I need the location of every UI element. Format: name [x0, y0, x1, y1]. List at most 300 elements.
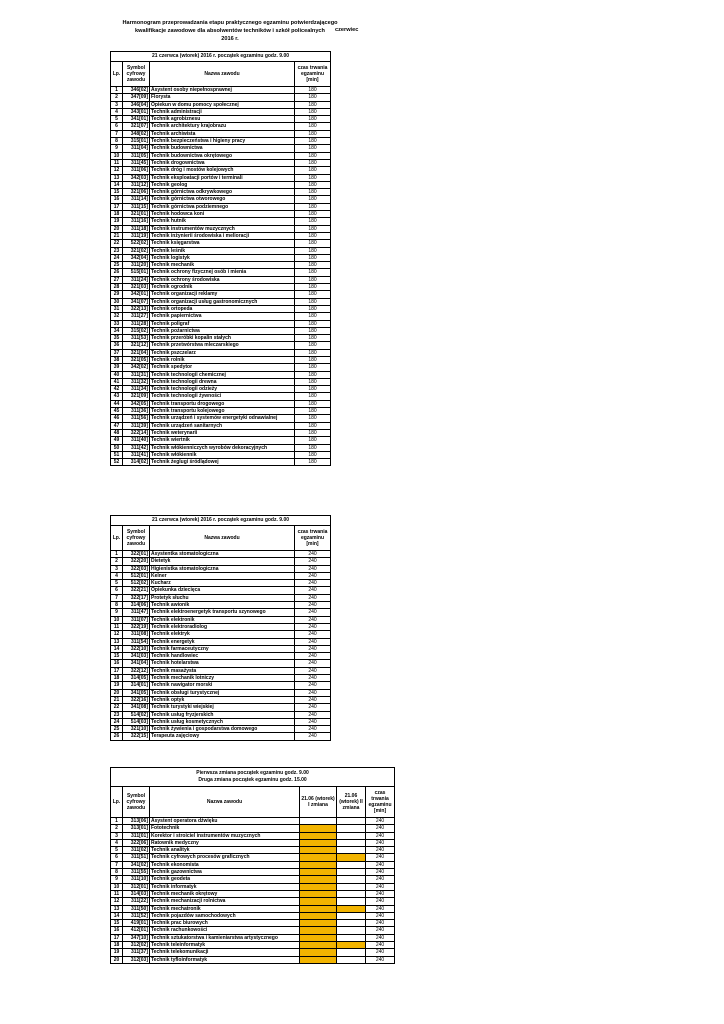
table-caption-row — [111, 516, 331, 526]
cell-name: Technik urządzeń sanitarnych — [150, 422, 295, 429]
cell-shift1-marker — [300, 869, 337, 876]
cell-lp: 15 — [111, 653, 123, 660]
table-row — [111, 276, 331, 283]
col-lp-header: Lp. — [111, 787, 123, 818]
cell-name: Technik ortopeda — [150, 305, 295, 312]
cell-shift1-marker — [300, 949, 337, 956]
table-header-row — [111, 787, 395, 818]
cell-lp: 38 — [111, 356, 123, 363]
cell-name: Technik informatyk — [150, 883, 300, 890]
table-row — [111, 594, 331, 601]
cell-symbol: 321[05] — [123, 356, 150, 363]
cell-name: Technik pojazdów samochodowych — [150, 912, 300, 919]
cell-time: 180 — [295, 101, 331, 108]
cell-time: 240 — [295, 594, 331, 601]
cell-name: Technik wiertnik — [150, 437, 295, 444]
cell-symbol: 346[02] — [123, 87, 150, 94]
cell-lp: 6 — [111, 123, 123, 130]
cell-name: Opiekun w domu pomocy społecznej — [150, 101, 295, 108]
cell-lp: 5 — [111, 847, 123, 854]
cell-lp: 12 — [111, 898, 123, 905]
cell-symbol: 311[27] — [123, 313, 150, 320]
cell-lp: 23 — [111, 247, 123, 254]
cell-time: 240 — [366, 876, 395, 883]
cell-name: Technik ochrony fizycznej osób i mienia — [150, 269, 295, 276]
cell-time: 180 — [295, 342, 331, 349]
cell-lp: 19 — [111, 949, 123, 956]
cell-lp: 1 — [111, 818, 123, 825]
cell-shift1-marker — [300, 847, 337, 854]
cell-name: Technik instrumentów muzycznych — [150, 225, 295, 232]
table-row — [111, 159, 331, 166]
cell-symbol: 311[18] — [123, 225, 150, 232]
table-row — [111, 291, 331, 298]
cell-symbol: 314[02] — [123, 459, 150, 466]
cell-lp: 15 — [111, 920, 123, 927]
cell-time: 240 — [366, 839, 395, 846]
cell-time: 240 — [295, 653, 331, 660]
cell-time: 180 — [295, 298, 331, 305]
cell-name: Technik mechanik okrętowy — [150, 890, 300, 897]
cell-lp: 4 — [111, 839, 123, 846]
schedule-table-shifts — [110, 767, 395, 964]
cell-time: 240 — [366, 912, 395, 919]
cell-name: Asystent operatora dźwięku — [150, 818, 300, 825]
cell-symbol: 311[31] — [123, 371, 150, 378]
table-caption: 21 czerwca (wtorek) 2016 r. początek egzaminu godz. 9.00 — [111, 52, 331, 62]
cell-time: 180 — [295, 371, 331, 378]
table-row — [111, 305, 331, 312]
cell-name: Technik masażysta — [150, 667, 295, 674]
cell-lp: 12 — [111, 631, 123, 638]
cell-symbol: 322[10] — [123, 645, 150, 652]
cell-time: 240 — [295, 660, 331, 667]
col-symbol-header: Symbol cyfrowy zawodu — [123, 62, 150, 87]
cell-time: 240 — [366, 920, 395, 927]
cell-time: 180 — [295, 291, 331, 298]
cell-time: 180 — [295, 313, 331, 320]
cell-lp: 13 — [111, 905, 123, 912]
cell-symbol: 321[02] — [123, 247, 150, 254]
col-time-header: czas trwania egzaminu [min] — [295, 62, 331, 87]
cell-time: 180 — [295, 335, 331, 342]
cell-name: Technik włókienniczych wyrobów dekoracyjnych — [150, 444, 295, 451]
cell-symbol: 342[01] — [123, 291, 150, 298]
cell-symbol: 341[08] — [123, 704, 150, 711]
cell-symbol: 322[21] — [123, 587, 150, 594]
cell-time: 240 — [295, 616, 331, 623]
cell-lp: 33 — [111, 320, 123, 327]
cell-time: 240 — [295, 580, 331, 587]
cell-time: 240 — [295, 704, 331, 711]
cell-lp: 7 — [111, 130, 123, 137]
cell-name: Technik żeglugi śródlądowej — [150, 459, 295, 466]
cell-lp: 21 — [111, 232, 123, 239]
cell-name: Technik gazownictwa — [150, 869, 300, 876]
table-row — [111, 572, 331, 579]
table-row — [111, 145, 331, 152]
cell-symbol: 311[39] — [123, 422, 150, 429]
cell-name: Protetyk słuchu — [150, 594, 295, 601]
table-row — [111, 558, 331, 565]
cell-lp: 11 — [111, 623, 123, 630]
cell-lp: 29 — [111, 291, 123, 298]
col-symbol-header: Symbol cyfrowy zawodu — [123, 526, 150, 551]
cell-shift2-marker — [337, 854, 366, 861]
cell-time: 180 — [295, 225, 331, 232]
table-caption — [111, 768, 395, 787]
cell-lp: 10 — [111, 883, 123, 890]
cell-lp: 3 — [111, 101, 123, 108]
table-row — [111, 696, 331, 703]
cell-lp: 11 — [111, 890, 123, 897]
table-row — [111, 905, 395, 912]
cell-time: 180 — [295, 152, 331, 159]
cell-symbol: 321[03] — [123, 284, 150, 291]
cell-time: 240 — [295, 602, 331, 609]
cell-symbol: 311[51] — [123, 854, 150, 861]
cell-lp: 47 — [111, 422, 123, 429]
cell-symbol: 342[03] — [123, 174, 150, 181]
cell-symbol: 314[03] — [123, 890, 150, 897]
cell-time: 240 — [366, 934, 395, 941]
table-row — [111, 232, 331, 239]
cell-time: 180 — [295, 167, 331, 174]
cell-lp: 6 — [111, 854, 123, 861]
cell-lp: 8 — [111, 138, 123, 145]
cell-shift2-marker — [337, 927, 366, 934]
cell-shift1-marker — [300, 905, 337, 912]
cell-name: Technik drogownictwa — [150, 159, 295, 166]
cell-name: Technik ogrodnik — [150, 284, 295, 291]
cell-shift2-marker — [337, 905, 366, 912]
cell-shift2-marker — [337, 898, 366, 905]
cell-time: 240 — [295, 645, 331, 652]
cell-time: 240 — [366, 883, 395, 890]
table-row — [111, 130, 331, 137]
cell-shift2-marker — [337, 825, 366, 832]
table-row — [111, 415, 331, 422]
cell-symbol: 321[04] — [123, 349, 150, 356]
cell-lp: 11 — [111, 159, 123, 166]
cell-name: Technik inżynierii środowiska i melioracji — [150, 232, 295, 239]
cell-lp: 17 — [111, 667, 123, 674]
cell-name: Technik mechanik — [150, 262, 295, 269]
cell-time: 180 — [295, 276, 331, 283]
cell-symbol: 322[06] — [123, 839, 150, 846]
cell-shift2-marker — [337, 832, 366, 839]
cell-lp: 31 — [111, 305, 123, 312]
cell-lp: 8 — [111, 602, 123, 609]
cell-name: Technik energetyk — [150, 638, 295, 645]
table-row — [111, 87, 331, 94]
cell-symbol: 322[01] — [123, 551, 150, 558]
cell-lp: 13 — [111, 174, 123, 181]
cell-time: 240 — [366, 949, 395, 956]
cell-time: 240 — [295, 718, 331, 725]
table-row — [111, 196, 331, 203]
cell-lp: 2 — [111, 94, 123, 101]
cell-symbol: 514[02] — [123, 711, 150, 718]
cell-lp: 20 — [111, 956, 123, 963]
cell-shift1-marker — [300, 927, 337, 934]
cell-symbol: 311[32] — [123, 378, 150, 385]
cell-time: 240 — [295, 733, 331, 740]
cell-symbol: 311[02] — [123, 847, 150, 854]
col-shift1-header: 21.06 (wtorek) I zmiana — [300, 787, 337, 818]
table-row — [111, 342, 331, 349]
cell-symbol: 311[06] — [123, 167, 150, 174]
cell-time: 240 — [295, 638, 331, 645]
cell-time: 240 — [295, 572, 331, 579]
cell-time: 240 — [295, 609, 331, 616]
cell-symbol: 341[01] — [123, 116, 150, 123]
cell-symbol: 346[04] — [123, 101, 150, 108]
cell-shift2-marker — [337, 839, 366, 846]
table-row — [111, 934, 395, 941]
cell-name: Technik górnictwa odkrywkowego — [150, 189, 295, 196]
cell-time: 240 — [295, 631, 331, 638]
cell-symbol: 311[50] — [123, 905, 150, 912]
cell-symbol: 343[01] — [123, 108, 150, 115]
cell-time: 180 — [295, 386, 331, 393]
cell-symbol: 514[03] — [123, 718, 150, 725]
cell-symbol: 348[02] — [123, 130, 150, 137]
cell-name: Technik obsługi turystycznej — [150, 689, 295, 696]
cell-lp: 10 — [111, 152, 123, 159]
table-row — [111, 631, 331, 638]
cell-symbol: 311[40] — [123, 437, 150, 444]
cell-symbol: 321[10] — [123, 726, 150, 733]
cell-lp: 52 — [111, 459, 123, 466]
cell-shift1-marker — [300, 883, 337, 890]
cell-name: Technik awionik — [150, 602, 295, 609]
cell-symbol: 321[09] — [123, 393, 150, 400]
cell-name: Technik geodeta — [150, 876, 300, 883]
cell-time: 180 — [295, 356, 331, 363]
cell-time: 180 — [295, 459, 331, 466]
table-row — [111, 653, 331, 660]
cell-name: Technik żywienia i gospodarstwa domowego — [150, 726, 295, 733]
cell-shift1-marker — [300, 854, 337, 861]
cell-time: 180 — [295, 174, 331, 181]
cell-shift1-marker — [300, 898, 337, 905]
table-row — [111, 689, 331, 696]
cell-lp: 19 — [111, 682, 123, 689]
cell-lp: 22 — [111, 240, 123, 247]
cell-symbol: 311[53] — [123, 335, 150, 342]
cell-symbol: 311[47] — [123, 609, 150, 616]
table-row — [111, 108, 331, 115]
cell-name: Technik logistyk — [150, 254, 295, 261]
cell-name: Technik ochrony środowiska — [150, 276, 295, 283]
cell-name: Technik prac biurowych — [150, 920, 300, 927]
cell-name: Technik usług fryzjerskich — [150, 711, 295, 718]
schedule-table-180 — [110, 51, 331, 466]
cell-name: Technik usług kosmetycznych — [150, 718, 295, 725]
cell-lp: 42 — [111, 386, 123, 393]
table-row — [111, 883, 395, 890]
cell-time: 240 — [295, 689, 331, 696]
table-header-row — [111, 526, 331, 551]
table-row — [111, 218, 331, 225]
cell-lp: 1 — [111, 551, 123, 558]
cell-lp: 34 — [111, 327, 123, 334]
cell-lp: 18 — [111, 675, 123, 682]
cell-symbol: 311[04] — [123, 145, 150, 152]
table-row — [111, 667, 331, 674]
cell-name: Technik włókiennik — [150, 451, 295, 458]
cell-name: Technik mechanizacji rolnictwa — [150, 898, 300, 905]
table-row — [111, 393, 331, 400]
cell-time: 180 — [295, 240, 331, 247]
cell-symbol: 311[42] — [123, 444, 150, 451]
cell-symbol: 342[04] — [123, 254, 150, 261]
cell-name: Technik nawigator morski — [150, 682, 295, 689]
cell-shift1-marker — [300, 825, 337, 832]
table-row — [111, 839, 395, 846]
cell-name: Technik technologii chemicznej — [150, 371, 295, 378]
cell-shift1-marker — [300, 934, 337, 941]
cell-lp: 20 — [111, 689, 123, 696]
caption-line-1: Pierwsza zmiana początek egzaminu godz. 9.00 — [196, 770, 309, 776]
cell-symbol: 321[06] — [123, 189, 150, 196]
table-row — [111, 254, 331, 261]
cell-symbol: 322[16] — [123, 696, 150, 703]
cell-time: 180 — [295, 145, 331, 152]
cell-time: 240 — [366, 861, 395, 868]
caption-line-2: Druga zmiana początek egzaminu godz. 15.00 — [198, 777, 307, 783]
table-row — [111, 580, 331, 587]
cell-name: Technik dróg i mostów kolejowych — [150, 167, 295, 174]
cell-lp: 6 — [111, 587, 123, 594]
cell-name: Technik elektroenergetyk transportu szynowego — [150, 609, 295, 616]
cell-lp: 26 — [111, 733, 123, 740]
cell-time: 180 — [295, 254, 331, 261]
cell-name: Kelner — [150, 572, 295, 579]
cell-time: 180 — [295, 108, 331, 115]
cell-symbol: 321[12] — [123, 342, 150, 349]
table-row — [111, 551, 331, 558]
cell-symbol: 347[09] — [123, 94, 150, 101]
cell-symbol: 512[02] — [123, 580, 150, 587]
cell-lp: 16 — [111, 660, 123, 667]
table-header-row — [111, 62, 331, 87]
cell-symbol: 347[10] — [123, 934, 150, 941]
cell-symbol: 314[01] — [123, 682, 150, 689]
table-body — [111, 551, 331, 741]
col-time-header: czas trwania egzaminu [min] — [295, 526, 331, 551]
cell-shift1-marker — [300, 861, 337, 868]
cell-name: Technik hodowca koni — [150, 211, 295, 218]
cell-time: 240 — [366, 825, 395, 832]
table-row — [111, 623, 331, 630]
cell-name: Technik optyk — [150, 696, 295, 703]
cell-time: 180 — [295, 87, 331, 94]
table-row — [111, 733, 331, 740]
cell-lp: 46 — [111, 415, 123, 422]
table-row — [111, 660, 331, 667]
table-row — [111, 682, 331, 689]
table-caption-row — [111, 52, 331, 62]
cell-name: Technik budownictwa — [150, 145, 295, 152]
cell-time: 180 — [295, 349, 331, 356]
table-row — [111, 408, 331, 415]
cell-time: 240 — [366, 832, 395, 839]
table-row — [111, 422, 331, 429]
cell-symbol: 311[45] — [123, 159, 150, 166]
cell-name: Technik hutnik — [150, 218, 295, 225]
cell-shift2-marker — [337, 956, 366, 963]
cell-symbol: 311[24] — [123, 276, 150, 283]
cell-time: 180 — [295, 400, 331, 407]
cell-time: 180 — [295, 451, 331, 458]
table-body — [111, 87, 331, 466]
cell-time: 180 — [295, 378, 331, 385]
cell-symbol: 311[36] — [123, 408, 150, 415]
cell-shift2-marker — [337, 949, 366, 956]
cell-symbol: 311[56] — [123, 415, 150, 422]
cell-time: 240 — [366, 905, 395, 912]
table-row — [111, 429, 331, 436]
cell-lp: 28 — [111, 284, 123, 291]
table-row — [111, 371, 331, 378]
cell-lp: 18 — [111, 211, 123, 218]
cell-shift1-marker — [300, 839, 337, 846]
cell-lp: 17 — [111, 934, 123, 941]
cell-time: 180 — [295, 284, 331, 291]
table-row — [111, 94, 331, 101]
cell-time: 180 — [295, 123, 331, 130]
cell-shift1-marker — [300, 912, 337, 919]
cell-symbol: 322[13] — [123, 305, 150, 312]
cell-symbol: 321[01] — [123, 211, 150, 218]
cell-name: Asystentka stomatologiczna — [150, 551, 295, 558]
table-row — [111, 364, 331, 371]
cell-symbol: 412[01] — [123, 927, 150, 934]
cell-name: Technik hotelarstwa — [150, 660, 295, 667]
cell-lp: 27 — [111, 276, 123, 283]
cell-time: 240 — [295, 711, 331, 718]
cell-lp: 14 — [111, 645, 123, 652]
cell-lp: 30 — [111, 298, 123, 305]
table-row — [111, 269, 331, 276]
cell-shift1-marker — [300, 832, 337, 839]
cell-lp: 4 — [111, 108, 123, 115]
cell-lp: 14 — [111, 181, 123, 188]
cell-lp: 17 — [111, 203, 123, 210]
cell-lp: 51 — [111, 451, 123, 458]
cell-time: 240 — [366, 942, 395, 949]
table-row — [111, 320, 331, 327]
table-row — [111, 890, 395, 897]
cell-name: Technik budownictwa okrętowego — [150, 152, 295, 159]
table-row — [111, 949, 395, 956]
cell-lp: 37 — [111, 349, 123, 356]
table-row — [111, 335, 331, 342]
cell-symbol: 314[05] — [123, 675, 150, 682]
cell-name: Technik organizacji reklamy — [150, 291, 295, 298]
cell-name: Technik sztukatorstwa i kamieniarstwa artystycznego — [150, 934, 300, 941]
cell-symbol: 342[02] — [123, 364, 150, 371]
cell-symbol: 311[01] — [123, 832, 150, 839]
cell-symbol: 341[04] — [123, 660, 150, 667]
cell-lp: 40 — [111, 371, 123, 378]
cell-time: 240 — [366, 854, 395, 861]
cell-lp: 23 — [111, 711, 123, 718]
cell-time: 180 — [295, 444, 331, 451]
cell-time: 240 — [295, 551, 331, 558]
